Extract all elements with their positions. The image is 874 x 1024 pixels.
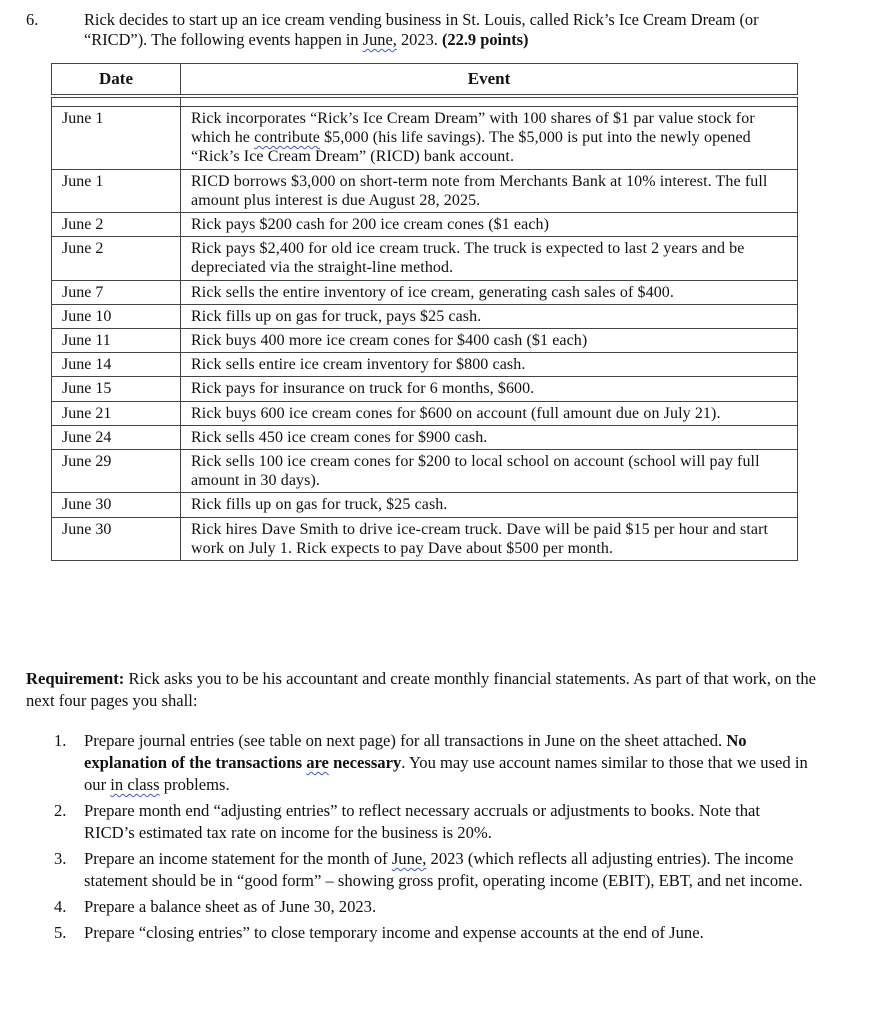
item-text: Prepare a balance sheet as of June 30, 2023. bbox=[84, 897, 377, 916]
intro-text-1: Rick decides to start up an ice cream vending business in St. Louis, called Rick’s Ice Cream Dream (or “RICD”). The following events happen in bbox=[84, 10, 759, 49]
item-text: Prepare journal entries (see table on next page) for all transactions in June on the sheet attached. bbox=[84, 731, 727, 750]
intro-points: (22.9 points) bbox=[441, 30, 529, 49]
table-row bbox=[52, 237, 798, 280]
row-date: June 2 bbox=[52, 237, 181, 280]
row-event: Rick hires Dave Smith to drive ice-cream truck. Dave will be paid $15 per hour and start work on July 1. Rick expects to pay Dave about $500 per month. bbox=[181, 517, 798, 560]
row-event: RICD borrows $3,000 on short-term note from Merchants Bank at 10% interest. The full amount plus interest is due August 28, 2025. bbox=[181, 169, 798, 212]
row-event: Rick sells entire ice cream inventory for $800 cash. bbox=[181, 353, 798, 377]
item-text: Prepare “closing entries” to close temporary income and expense accounts at the end of June. bbox=[84, 923, 704, 942]
item-text: problems. bbox=[159, 775, 230, 794]
row-date: June 1 bbox=[52, 169, 181, 212]
table-row bbox=[52, 425, 798, 449]
row-event: Rick sells the entire inventory of ice cream, generating cash sales of $400. bbox=[181, 280, 798, 304]
item-wavy: June, bbox=[391, 849, 427, 868]
table-row bbox=[52, 377, 798, 401]
table-row bbox=[52, 517, 798, 560]
table-row bbox=[52, 353, 798, 377]
requirement-label: Requirement: bbox=[26, 669, 125, 688]
row-date: June 1 bbox=[52, 107, 181, 170]
requirement-paragraph bbox=[26, 668, 826, 712]
requirement-text: Rick asks you to be his accountant and create monthly financial statements. As part of that work, on the next four pages you shall: bbox=[26, 669, 817, 710]
row-event: Rick fills up on gas for truck, $25 cash. bbox=[181, 493, 798, 517]
events-table bbox=[51, 63, 798, 561]
row-event-part: $5,000 (his life savings). The $5,000 is put into the newly opened “Rick’s Ice Cream Dream” (RICD) bank account. bbox=[191, 129, 751, 166]
row-date: June 21 bbox=[52, 401, 181, 425]
row-date: June 10 bbox=[52, 304, 181, 328]
item-bold: necessary bbox=[328, 753, 402, 772]
table-row bbox=[52, 107, 798, 170]
row-event: Rick sells 100 ice cream cones for $200 to local school on account (school will pay full amount in 30 days). bbox=[181, 450, 798, 493]
item-number: 1. bbox=[54, 731, 67, 750]
row-date: June 2 bbox=[52, 213, 181, 237]
item-text: 2023 (which reflects all adjusting entries). The income statement should be in “good form” – showing gross profit, operating income (EBIT), EBT, and net income. bbox=[84, 849, 803, 890]
table-row bbox=[52, 169, 798, 212]
intro-june: June, bbox=[362, 30, 397, 49]
row-event: Rick buys 400 more ice cream cones for $400 cash ($1 each) bbox=[181, 329, 798, 353]
question-intro bbox=[84, 10, 824, 50]
table-spacer bbox=[52, 96, 798, 107]
row-event: Rick pays for insurance on truck for 6 months, $600. bbox=[181, 377, 798, 401]
table-row bbox=[52, 213, 798, 237]
row-event-part: Rick incorporates “Rick’s Ice Cream Dream” with 100 shares of $1 par value stock for which he bbox=[191, 110, 755, 147]
table-row bbox=[52, 280, 798, 304]
row-event: Rick fills up on gas for truck, pays $25 cash. bbox=[181, 304, 798, 328]
item-text: Prepare an income statement for the month of bbox=[84, 849, 392, 868]
row-date: June 30 bbox=[52, 517, 181, 560]
item-bold-wavy: are bbox=[306, 753, 329, 772]
requirement-list bbox=[50, 730, 810, 948]
table-header-row bbox=[52, 64, 798, 97]
item-number: 3. bbox=[54, 849, 67, 868]
table-row bbox=[52, 493, 798, 517]
list-item bbox=[50, 896, 810, 918]
row-event: Rick buys 600 ice cream cones for $600 on account (full amount due on July 21). bbox=[181, 401, 798, 425]
list-item bbox=[50, 730, 810, 796]
item-text: . You may use account names similar to those that we used in our bbox=[84, 753, 808, 794]
row-event: Rick pays $200 cash for 200 ice cream cones ($1 each) bbox=[181, 213, 798, 237]
list-item bbox=[50, 800, 810, 844]
item-bold: No explanation of the transactions bbox=[84, 731, 747, 772]
row-date: June 30 bbox=[52, 493, 181, 517]
item-wavy: in class bbox=[110, 775, 160, 794]
header-date: Date bbox=[52, 64, 181, 97]
table-row bbox=[52, 329, 798, 353]
row-event: Rick sells 450 ice cream cones for $900 cash. bbox=[181, 425, 798, 449]
list-item bbox=[50, 922, 810, 944]
row-date: June 24 bbox=[52, 425, 181, 449]
list-item bbox=[50, 848, 810, 892]
row-event-wavy: contribute bbox=[254, 129, 320, 147]
table-row bbox=[52, 304, 798, 328]
row-date: June 15 bbox=[52, 377, 181, 401]
row-event bbox=[181, 107, 798, 170]
item-text: Prepare month end “adjusting entries” to reflect necessary accruals or adjustments to books. Note that RICD’s estimated tax rate on income for the business is 20%. bbox=[84, 801, 760, 842]
header-event: Event bbox=[181, 64, 798, 97]
row-date: June 11 bbox=[52, 329, 181, 353]
item-number: 5. bbox=[54, 923, 67, 942]
table-row bbox=[52, 401, 798, 425]
intro-text-2: 2023. bbox=[396, 30, 442, 49]
table-row bbox=[52, 450, 798, 493]
row-date: June 14 bbox=[52, 353, 181, 377]
row-date: June 7 bbox=[52, 280, 181, 304]
item-number: 2. bbox=[54, 801, 67, 820]
row-date: June 29 bbox=[52, 450, 181, 493]
item-number: 4. bbox=[54, 897, 67, 916]
spacer-cell bbox=[52, 96, 181, 107]
question-number: 6. bbox=[26, 10, 39, 29]
row-event: Rick pays $2,400 for old ice cream truck. The truck is expected to last 2 years and be depreciated via the straight-line method. bbox=[181, 237, 798, 280]
spacer-cell bbox=[181, 96, 798, 107]
